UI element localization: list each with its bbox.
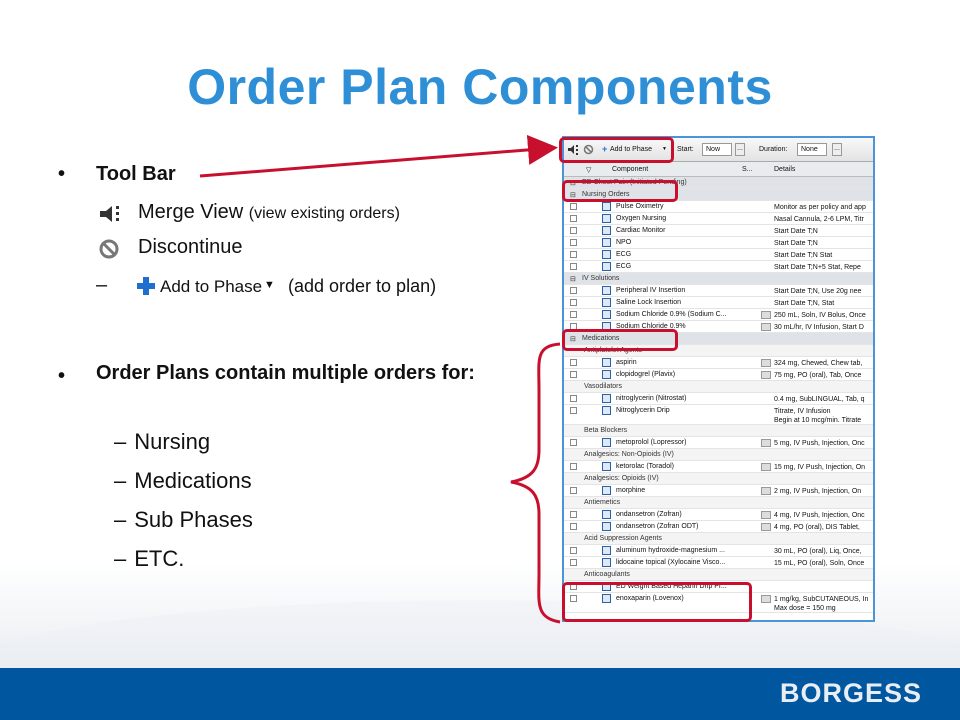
order-name: Nitroglycerin Drip xyxy=(616,407,670,414)
order-icon xyxy=(602,214,611,223)
order-name: NPO xyxy=(616,239,632,246)
merge-view-label: Merge View (view existing orders) xyxy=(138,201,400,223)
order-checkbox[interactable] xyxy=(570,395,577,402)
order-icon xyxy=(602,310,611,319)
plus-icon xyxy=(136,276,156,296)
order-name: Cardiac Monitor xyxy=(616,227,666,234)
order-details: 30 mL/hr, IV Infusion, Start D xyxy=(774,324,864,331)
order-checkbox[interactable] xyxy=(570,287,577,294)
highlight-medications xyxy=(562,329,678,351)
order-icon xyxy=(602,298,611,307)
order-icon xyxy=(602,262,611,271)
order-name: nitroglycerin (Nitrostat) xyxy=(616,395,687,402)
order-icon xyxy=(602,202,611,211)
order-icon xyxy=(602,462,611,471)
order-checkbox[interactable] xyxy=(570,203,577,210)
order-checkbox[interactable] xyxy=(570,463,577,470)
order-details: Start Date T;N xyxy=(774,228,818,235)
order-checkbox[interactable] xyxy=(570,263,577,270)
order-details: 5 mg, IV Push, Injection, Onc xyxy=(774,440,865,447)
order-icon xyxy=(602,238,611,247)
order-row[interactable] xyxy=(564,213,873,225)
order-details: Start Date T;N Stat xyxy=(774,252,833,259)
row-label: Vasodilators xyxy=(584,383,623,390)
order-checkbox[interactable] xyxy=(570,487,577,494)
order-details: Start Date T;N, Stat xyxy=(774,300,835,307)
order-checkbox[interactable] xyxy=(570,371,577,378)
bullet-toolbar-label: Tool Bar xyxy=(96,163,176,185)
order-name: ECG xyxy=(616,263,632,270)
row-label: Acid Suppression Agents xyxy=(584,535,662,542)
order-row[interactable] xyxy=(564,437,873,449)
order-row[interactable] xyxy=(564,521,873,533)
order-name: morphine xyxy=(616,487,646,494)
filter-icon[interactable]: ▽ xyxy=(586,167,592,174)
bullet-order-plans-label: Order Plans contain multiple orders for: xyxy=(96,362,475,384)
highlight-sub-phase xyxy=(562,582,752,622)
order-icon xyxy=(602,438,611,447)
order-row[interactable] xyxy=(564,405,873,425)
duration-picker-button[interactable]: ... xyxy=(832,143,842,156)
category-row[interactable] xyxy=(564,425,873,437)
row-label: Analgesics: Non-Opioids (IV) xyxy=(584,451,674,458)
order-details: Start Date T;N+5 Stat, Repe xyxy=(774,264,861,271)
order-details: 15 mg, IV Push, Injection, On xyxy=(774,464,866,471)
order-icon xyxy=(602,546,611,555)
order-name: Saline Lock Insertion xyxy=(616,299,681,306)
column-details[interactable]: Details xyxy=(774,166,796,173)
order-plan-screenshot xyxy=(562,136,875,622)
row-label: Antiemetics xyxy=(584,499,621,506)
start-picker-button[interactable]: ... xyxy=(735,143,745,156)
row-label: Medications xyxy=(582,335,620,342)
sub-item-medications: – Medications xyxy=(114,468,252,493)
start-label: Start: xyxy=(677,146,694,153)
row-label: Antiplatelet Agents xyxy=(584,347,642,354)
order-row[interactable] xyxy=(564,485,873,497)
order-icon xyxy=(602,394,611,403)
column-component[interactable]: Component xyxy=(612,166,649,173)
order-icon xyxy=(602,286,611,295)
order-details: 30 mL, PO (oral), Liq, Once, xyxy=(774,548,862,555)
chevron-down-icon[interactable] xyxy=(761,463,771,471)
order-name: ondansetron (Zofran) xyxy=(616,511,682,518)
order-row[interactable] xyxy=(564,357,873,369)
order-name: lidocaine topical (Xylocaine Visco... xyxy=(616,559,726,566)
order-checkbox[interactable] xyxy=(570,239,577,246)
order-details: Monitor as per policy and app xyxy=(774,204,866,211)
order-name: ED Weight Based Heparin Drip Pr... xyxy=(616,583,727,590)
collapse-icon[interactable]: ⊟ xyxy=(570,276,576,283)
order-name: aluminum hydroxide-magnesium ... xyxy=(616,547,725,554)
category-row[interactable] xyxy=(564,449,873,461)
chevron-down-icon[interactable] xyxy=(761,359,771,367)
order-checkbox[interactable] xyxy=(570,511,577,518)
highlight-nursing-orders xyxy=(562,180,678,202)
category-row[interactable] xyxy=(564,533,873,545)
duration-label: Duration: xyxy=(759,146,788,153)
order-name: Sodium Chloride 0.9% (Sodium C... xyxy=(616,311,727,318)
order-row[interactable] xyxy=(564,249,873,261)
chevron-down-icon: ▼ xyxy=(264,279,275,291)
add-to-phase-label: Add to Phase xyxy=(160,277,263,296)
category-row[interactable] xyxy=(564,473,873,485)
order-icon xyxy=(602,486,611,495)
order-details-line2: Max dose = 150 mg xyxy=(774,605,836,612)
order-checkbox[interactable] xyxy=(570,311,577,318)
order-row[interactable] xyxy=(564,297,873,309)
order-name: aspirin xyxy=(616,359,637,366)
order-row[interactable] xyxy=(564,309,873,321)
order-checkbox[interactable] xyxy=(570,523,577,530)
chevron-down-icon[interactable] xyxy=(761,511,771,519)
dash-marker: – xyxy=(96,274,108,296)
sub-item-sub-phases: – Sub Phases xyxy=(114,507,253,532)
order-checkbox[interactable] xyxy=(570,359,577,366)
order-details: Nasal Cannula, 2-6 LPM, Titr xyxy=(774,216,864,223)
order-name: Peripheral IV Insertion xyxy=(616,287,686,294)
order-details: 75 mg, PO (oral), Tab, Once xyxy=(774,372,862,379)
borgess-logo: BORGESS xyxy=(780,678,923,708)
order-row[interactable] xyxy=(564,237,873,249)
row-label: Anticoagulants xyxy=(584,571,630,578)
chevron-down-icon[interactable] xyxy=(761,439,771,447)
order-details: Start Date T;N, Use 20g nee xyxy=(774,288,862,295)
discontinue-icon xyxy=(96,238,124,260)
order-details: 4 mg, IV Push, Injection, Onc xyxy=(774,512,865,519)
collapse-icon[interactable]: ⊟ xyxy=(570,180,576,187)
category-row[interactable] xyxy=(564,497,873,509)
order-name: ondansetron (Zofran ODT) xyxy=(616,523,699,530)
order-row[interactable] xyxy=(564,285,873,297)
add-to-phase-note: (add order to plan) xyxy=(288,276,437,296)
order-icon xyxy=(602,250,611,259)
order-details: 2 mg, IV Push, Injection, On xyxy=(774,488,862,495)
order-details: 250 mL, Soln, IV Bolus, Once xyxy=(774,312,866,319)
chevron-down-icon[interactable] xyxy=(761,323,771,331)
order-row[interactable] xyxy=(564,557,873,569)
section-header-row[interactable] xyxy=(564,273,873,285)
order-name: metoprolol (Lopressor) xyxy=(616,439,687,446)
order-icon xyxy=(602,558,611,567)
order-name: Sodium Chloride 0.9% xyxy=(616,323,686,330)
order-icon xyxy=(602,522,611,531)
order-row[interactable] xyxy=(564,201,873,213)
discontinue-label: Discontinue xyxy=(138,236,243,258)
order-icon xyxy=(602,406,611,415)
chevron-down-icon[interactable] xyxy=(761,595,771,603)
order-row[interactable] xyxy=(564,393,873,405)
order-name: Pulse Oximetry xyxy=(616,203,664,210)
start-field[interactable]: Now xyxy=(702,143,732,156)
order-icon xyxy=(602,510,611,519)
merge-view-icon xyxy=(96,203,124,225)
order-row[interactable] xyxy=(564,369,873,381)
category-row[interactable] xyxy=(564,381,873,393)
order-details: Start Date T;N xyxy=(774,240,818,247)
chevron-down-icon[interactable] xyxy=(761,487,771,495)
order-checkbox[interactable] xyxy=(570,547,577,554)
toolbar-item-add-to-phase xyxy=(96,274,107,297)
chevron-down-icon[interactable] xyxy=(761,371,771,379)
brace-connector xyxy=(505,340,565,625)
order-name: ECG xyxy=(616,251,632,258)
order-checkbox[interactable] xyxy=(570,215,577,222)
order-details: 0.4 mg, SubLINGUAL, Tab, q xyxy=(774,396,865,403)
add-to-phase-graphic xyxy=(136,274,286,300)
row-label: ED Chest Pain (Initiated Pending) xyxy=(582,179,687,186)
order-details: 4 mg, PO (oral), DIS Tablet, xyxy=(774,524,860,531)
order-checkbox[interactable] xyxy=(570,227,577,234)
order-details: 324 mg, Chewed, Chew tab, xyxy=(774,360,863,367)
order-details: 1 mg/kg, SubCUTANEOUS, In xyxy=(774,596,869,603)
order-icon xyxy=(602,358,611,367)
order-row[interactable] xyxy=(564,509,873,521)
order-checkbox[interactable] xyxy=(570,251,577,258)
order-icon xyxy=(602,226,611,235)
grid-header xyxy=(564,162,873,177)
order-details: 15 mL, PO (oral), Soln, Once xyxy=(774,560,865,567)
duration-field[interactable]: None xyxy=(797,143,827,156)
bullet-dot: • xyxy=(58,365,66,387)
order-name: Oxygen Nursing xyxy=(616,215,667,222)
row-label: Nursing Orders xyxy=(582,191,630,198)
sub-item-nursing: – Nursing xyxy=(114,429,211,454)
plus-icon[interactable]: + xyxy=(602,144,608,154)
highlight-toolbar xyxy=(559,137,674,163)
order-checkbox[interactable] xyxy=(570,559,577,566)
column-status[interactable]: S... xyxy=(742,166,753,173)
bullet-dot: • xyxy=(58,163,66,185)
order-details-line2: Begin at 10 mcg/min. Titrate xyxy=(774,417,862,424)
order-name: enoxaparin (Lovenox) xyxy=(616,595,684,602)
order-checkbox[interactable] xyxy=(570,407,577,414)
collapse-icon[interactable]: ⊟ xyxy=(570,336,576,343)
row-label: Beta Blockers xyxy=(584,427,628,434)
order-row[interactable] xyxy=(564,225,873,237)
order-name: ketorolac (Toradol) xyxy=(616,463,674,470)
order-checkbox[interactable] xyxy=(570,439,577,446)
order-row[interactable] xyxy=(564,545,873,557)
order-details: Titrate, IV Infusion xyxy=(774,408,831,415)
order-icon xyxy=(602,370,611,379)
chevron-down-icon[interactable] xyxy=(761,311,771,319)
slide-title: Order Plan Components xyxy=(187,59,773,115)
collapse-icon[interactable]: ⊟ xyxy=(570,192,576,199)
row-label: Analgesics: Opioids (IV) xyxy=(584,475,659,482)
chevron-down-icon[interactable] xyxy=(761,523,771,531)
order-row[interactable] xyxy=(564,261,873,273)
order-name: clopidogrel (Plavix) xyxy=(616,371,676,378)
order-row[interactable] xyxy=(564,461,873,473)
category-row[interactable] xyxy=(564,569,873,581)
add-to-phase-button[interactable]: Add to Phase xyxy=(610,146,653,153)
order-checkbox[interactable] xyxy=(570,299,577,306)
row-label: IV Solutions xyxy=(582,275,620,282)
chevron-down-icon[interactable]: ▼ xyxy=(662,146,667,152)
sub-item-etc: – ETC. xyxy=(114,546,185,571)
